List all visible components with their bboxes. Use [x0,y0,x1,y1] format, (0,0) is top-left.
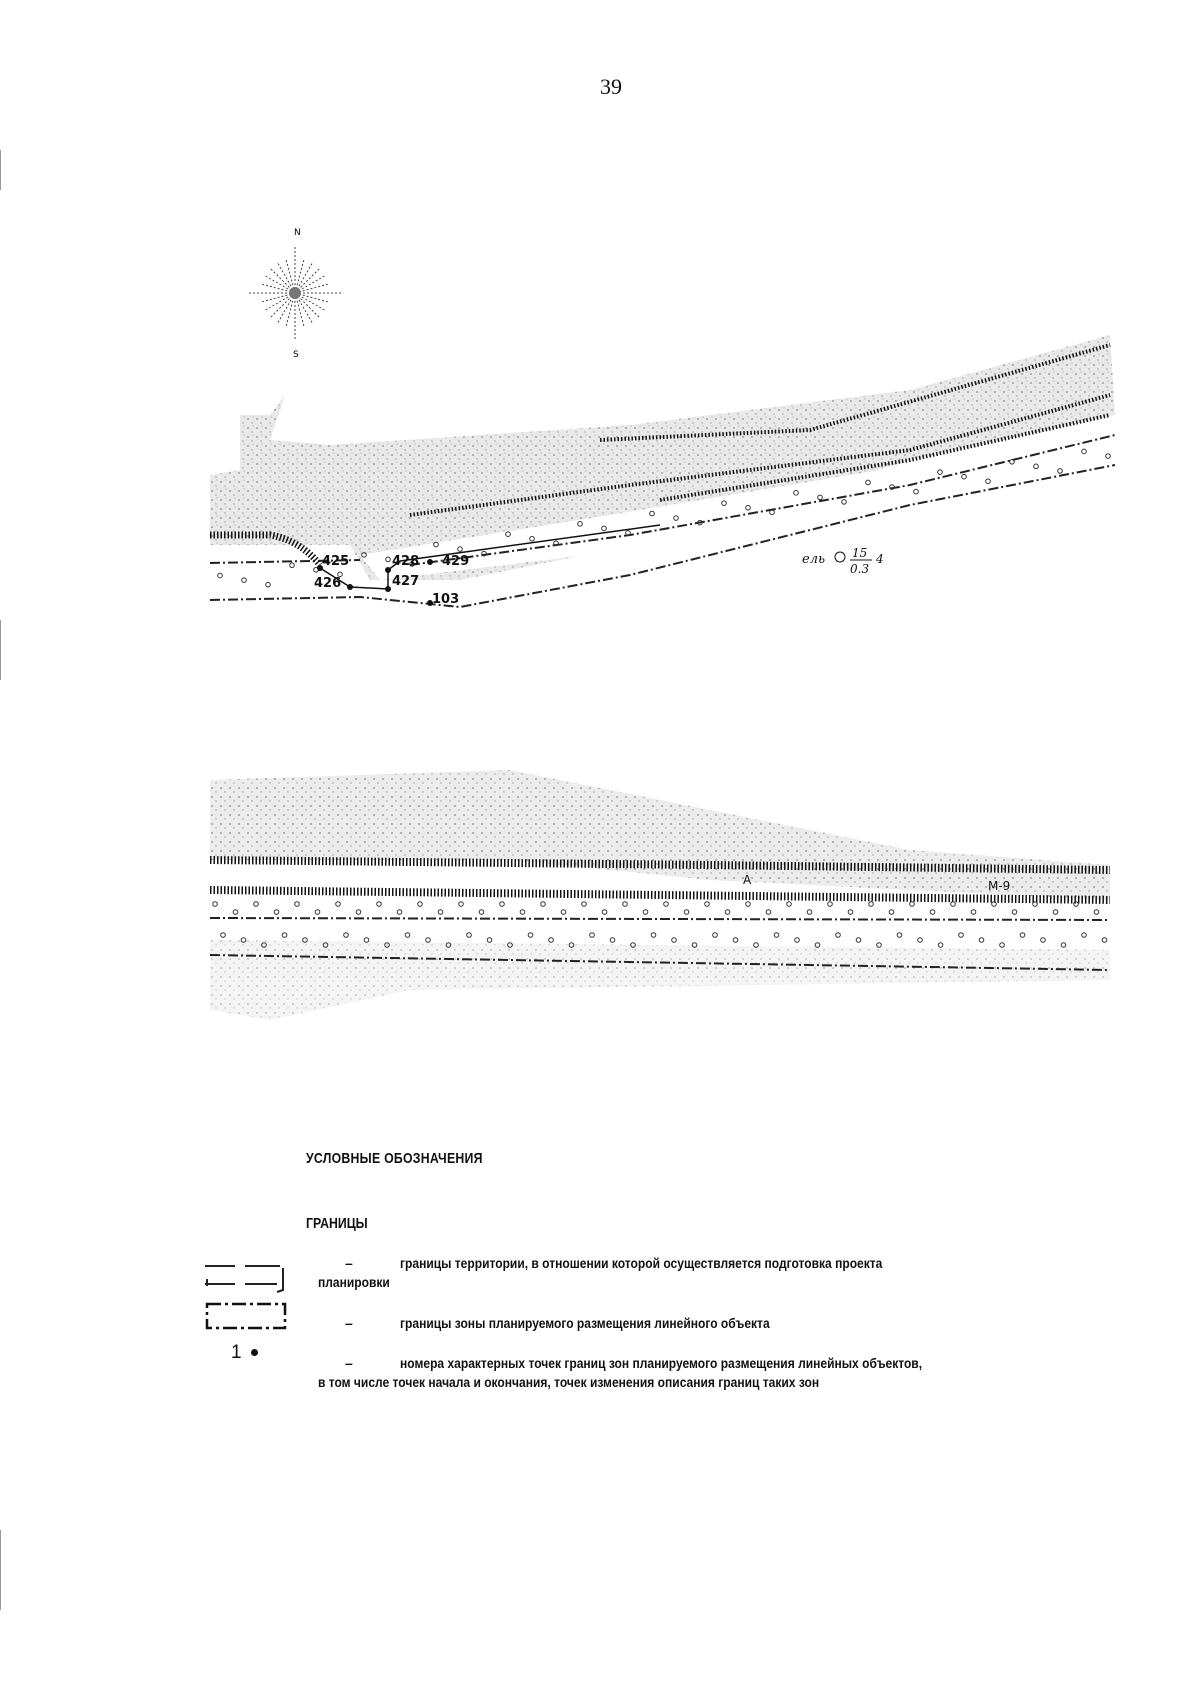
vegetation-marker [1106,454,1111,459]
tree-count: 4 [876,552,884,566]
vegetation-marker [418,902,423,907]
vegetation-marker [664,902,669,907]
vegetation-marker [364,938,369,943]
point-label-428: 428 [392,554,420,569]
vegetation-marker [242,578,247,583]
vegetation-marker [914,489,919,494]
terrain-area [210,770,1110,900]
vegetation-marker [1041,938,1046,943]
tree-numerator: 15 [852,546,868,560]
map-label-m9: М-9 [988,879,1011,893]
vegetation-marker [405,933,410,938]
vegetation-marker [590,933,595,938]
vegetation-marker [971,910,976,915]
vegetation-marker [541,902,546,907]
point-label-427: 427 [392,574,420,589]
vegetation-marker [725,910,730,915]
vegetation-marker [1074,902,1079,907]
legend-item-territory-text-line2: планировки [318,1274,390,1290]
boundary-point-marker [427,559,433,565]
point-number-symbol [231,1342,258,1364]
vegetation-marker [218,573,223,578]
vegetation-marker [344,933,349,938]
vegetation-marker [856,938,861,943]
point-label-425: 425 [322,554,350,569]
vegetation-marker [233,910,238,915]
vegetation-marker [623,902,628,907]
tree-species: ель [802,552,826,567]
tree-annotation [802,546,884,576]
vegetation-marker [282,933,287,938]
legend-dash: – [345,1355,353,1371]
vegetation-marker [397,910,402,915]
vegetation-marker [774,933,779,938]
vegetation-marker [1034,464,1039,469]
territory-boundary-line [210,918,1110,920]
vegetation-marker [254,902,259,907]
tree-denominator: 0.3 [850,562,870,576]
vegetation-marker [561,910,566,915]
vegetation-marker [651,933,656,938]
vegetation-marker [274,910,279,915]
vegetation-marker [356,910,361,915]
vegetation-marker [828,902,833,907]
compass-south-label: S [293,350,299,360]
vegetation-marker [290,563,295,568]
vegetation-marker [962,474,967,479]
page-number: 39 [600,74,622,99]
vegetation-marker [815,943,820,948]
vegetation-marker [951,902,956,907]
boundary-point-marker [385,586,391,592]
vegetation-marker [807,910,812,915]
point-label-103: 103 [432,592,460,607]
vegetation-marker [643,910,648,915]
map-fragment-bottom [210,740,1120,1040]
vegetation-marker [705,902,710,907]
vegetation-marker [602,910,607,915]
vegetation-marker [1020,933,1025,938]
vegetation-marker [1000,943,1005,948]
vegetation-marker [610,938,615,943]
vegetation-marker [295,902,300,907]
vegetation-marker [684,910,689,915]
map-fragment-top [210,335,1120,635]
zone-boundary-symbol [205,1302,290,1332]
vegetation-marker [438,910,443,915]
vegetation-marker [1053,910,1058,915]
vegetation-marker [897,933,902,938]
terrain-area [210,940,1110,1020]
vegetation-marker [221,933,226,938]
vegetation-marker [500,902,505,907]
vegetation-marker [1102,938,1107,943]
point-label-426: 426 [314,576,342,591]
scan-edge [0,150,1,190]
vegetation-marker [672,938,677,943]
compass-north-label: N [294,228,301,238]
point-label-429: 429 [442,554,470,569]
vegetation-marker [426,938,431,943]
vegetation-marker [1094,910,1099,915]
vegetation-marker [986,479,991,484]
legend-item-zone-text: границы зоны планируемого размещения линейного объекта [400,1315,770,1331]
vegetation-marker [877,943,882,948]
vegetation-marker [910,902,915,907]
vegetation-marker [930,910,935,915]
vegetation-marker [848,910,853,915]
vegetation-marker [1082,933,1087,938]
vegetation-marker [869,902,874,907]
boundary-point-marker [347,584,353,590]
vegetation-marker [549,938,554,943]
vegetation-marker [520,910,525,915]
compass-center [289,287,301,299]
vegetation-marker [918,938,923,943]
legend-section-title: ГРАНИЦЫ [306,1215,368,1232]
boundary-point-marker [385,567,391,573]
legend-item-points-text-line1: номера характерных точек границ зон планируемого размещения линейных объектов, [400,1355,923,1371]
vegetation-marker [959,933,964,938]
point-number-symbol-text: 1 [231,1342,242,1363]
vegetation-marker [979,938,984,943]
vegetation-marker [733,938,738,943]
vegetation-marker [377,902,382,907]
vegetation-marker [582,902,587,907]
scan-edge [0,1530,1,1610]
vegetation-marker [746,902,751,907]
vegetation-marker [1061,943,1066,948]
legend-title: УСЛОВНЫЕ ОБОЗНАЧЕНИЯ [306,1150,483,1167]
vegetation-marker [795,938,800,943]
vegetation-marker [213,902,218,907]
vegetation-marker [479,910,484,915]
vegetation-marker [528,933,533,938]
vegetation-marker [266,582,271,587]
vegetation-marker [889,910,894,915]
vegetation-marker [836,933,841,938]
vegetation-marker [713,933,718,938]
legend-item-territory-text-line1: границы территории, в отношении которой осуществляется подготовка проекта [400,1255,883,1271]
legend-item-points-text-line2: в том числе точек начала и окончания, точек изменения описания границ таких зон [318,1374,820,1390]
vegetation-marker [467,933,472,938]
tree-icon [835,552,845,562]
vegetation-marker [487,938,492,943]
legend-dash: – [345,1315,353,1331]
point-dot-icon [251,1349,258,1356]
vegetation-marker [938,943,943,948]
vegetation-marker [787,902,792,907]
scan-edge [0,620,1,680]
vegetation-marker [315,910,320,915]
legend-dash: – [345,1255,353,1271]
territory-boundary-symbol [205,1262,290,1300]
vegetation-marker [459,902,464,907]
vegetation-marker [766,910,771,915]
vegetation-marker [1058,469,1063,474]
vegetation-marker [1012,910,1017,915]
map-label-a: А [743,873,752,887]
vegetation-marker [1033,902,1038,907]
vegetation-marker [336,902,341,907]
